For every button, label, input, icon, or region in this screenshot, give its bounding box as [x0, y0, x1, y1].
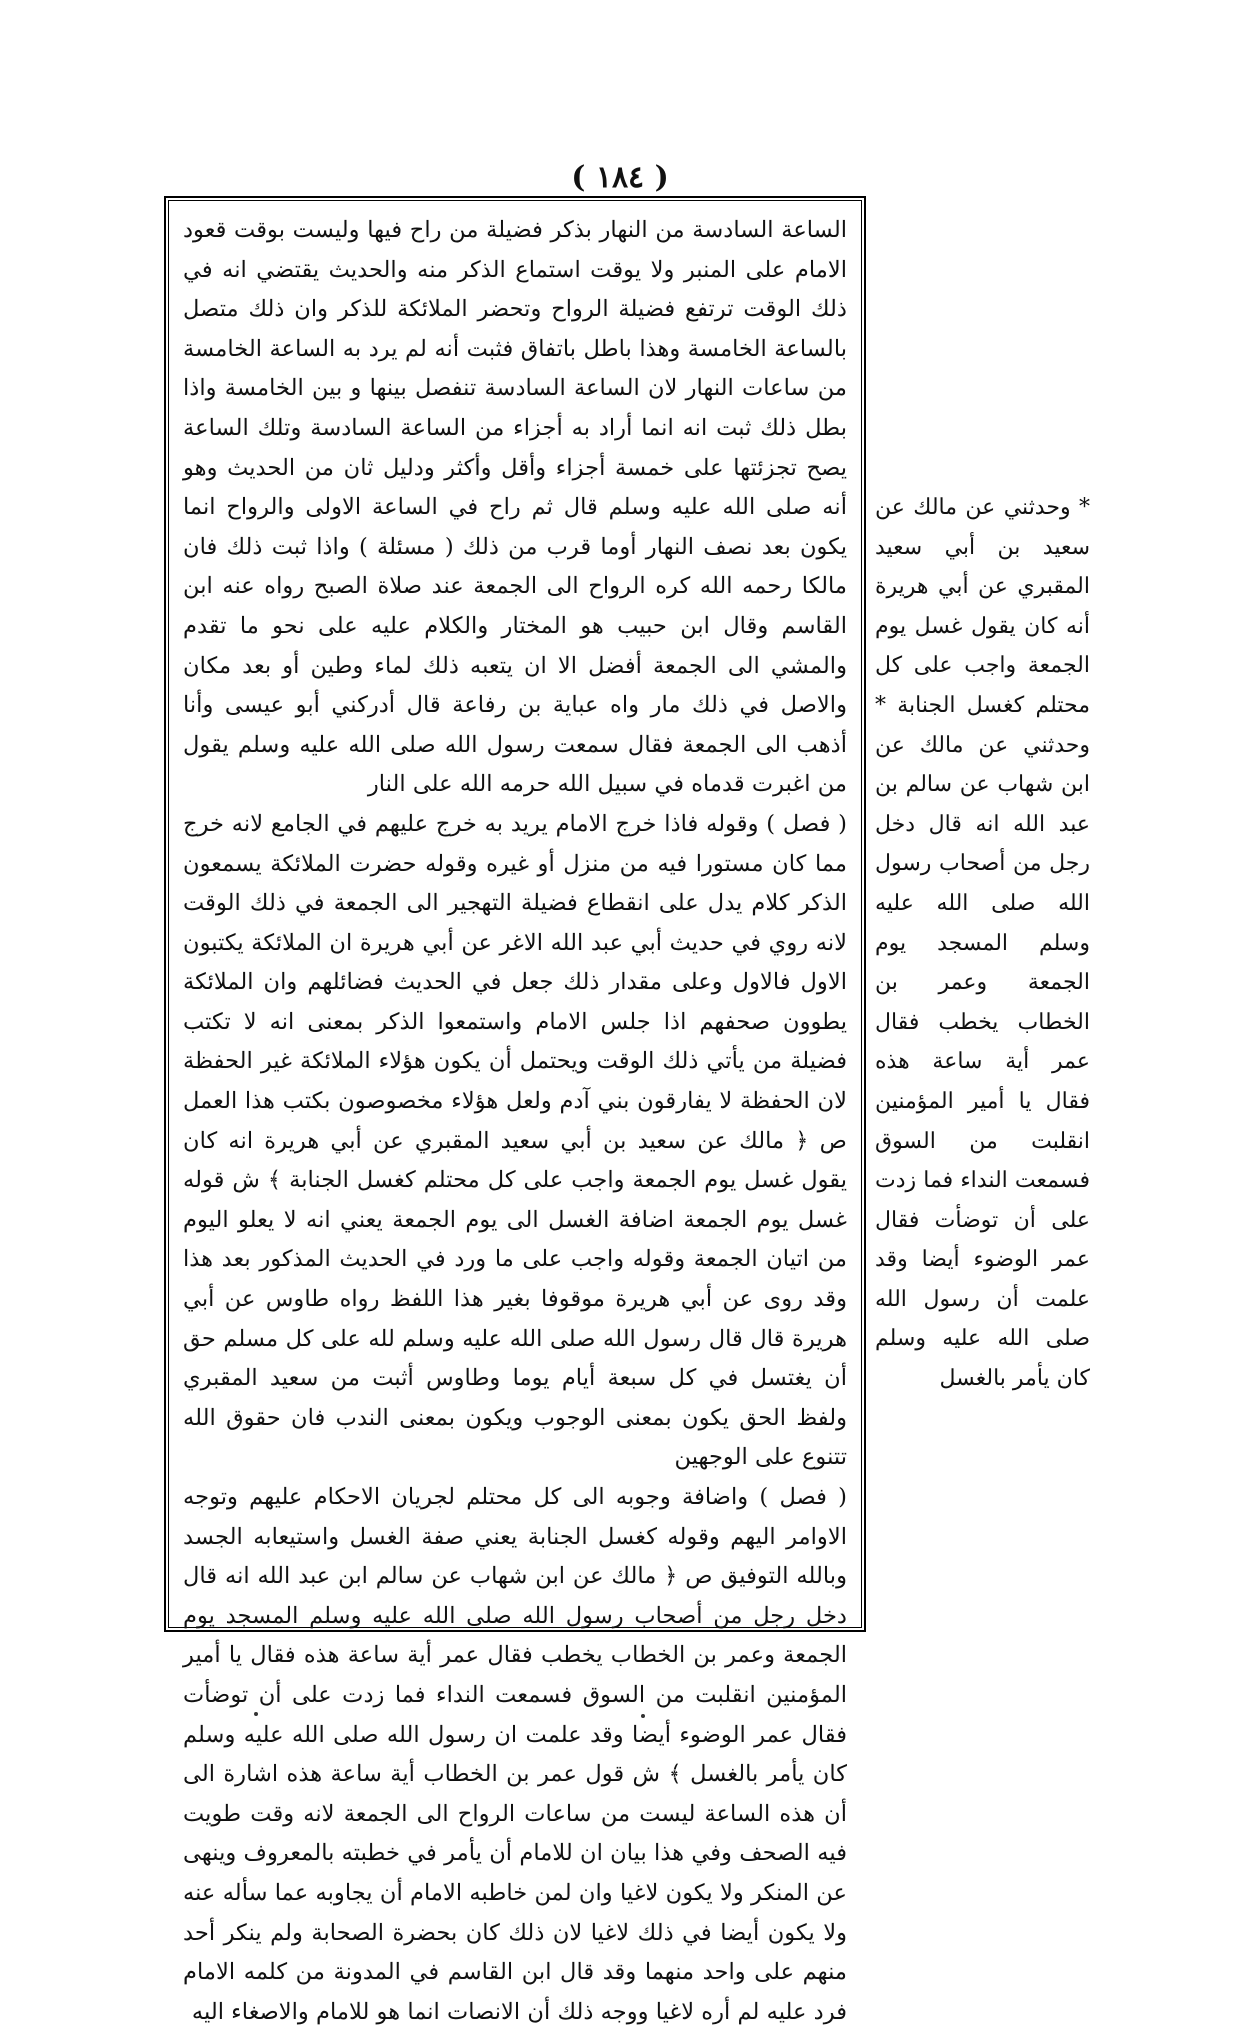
main-text-body — [183, 211, 847, 2025]
scan-speck — [254, 1712, 258, 1716]
main-paragraph: الساعة السادسة من النهار بذكر فضيلة من راح فيها وليست بوقت قعود الامام على المنبر ولا يوقت استماع الذكر منه والحديث يقتضي انه في ذلك الوقت ترتفع فضيلة الرواح وتحضر الملائكة للذكر وان ذلك متصل بالساعة الخامسة وهذا باطل باتفاق فثبت أنه لم يرد به الساعة الخامسة من ساعات النهار لان الساعة السادسة تنفصل بينها و بين الخامسة واذا بطل ذلك ثبت انه انما أراد به أجزاء من الساعة السادسة وتلك الساعة يصح تجزئتها على خمسة أجزاء وأقل وأكثر ودليل ثان من الحديث وهو أنه صلى الله عليه وسلم قال ثم راح في الساعة الاولى والرواح انما يكون بعد نصف النهار أوما قرب من ذلك ( مسئلة ) واذا ثبت ذلك فان مالكا رحمه الله كره الرواح الى الجمعة عند صلاة الصبح رواه عنه ابن القاسم وقال ابن حبيب هو المختار والكلام عليه على نحو ما تقدم والمشي الى الجمعة أفضل الا ان يتعبه ذلك لماء وطين أو بعد مكان والاصل في ذلك مار واه عباية بن رفاعة قال أدركني أبو عيسى وأنا أذهب الى الجمعة فقال سمعت رسول الله صلى الله عليه وسلم يقول من اغبرت قدماه في سبيل الله حرمه الله على النار — [183, 217, 847, 798]
side-text-column — [875, 488, 1090, 1392]
side-text: * وحدثني عن مالك عن سعيد بن أبي سعيد المقبري عن أبي هريرة أنه كان يقول غسل يوم الجمعة واجب على كل محتلم كغسل الجنابة * وحدثني عن مالك عن ابن شهاب عن سالم بن عبد الله انه قال دخل رجل من أصحاب رسول الله صلى الله عليه وسلم المسجد يوم الجمعة وعمر بن الخطاب يخطب فقال عمر أية ساعة هذه فقال يا أمير المؤمنين انقلبت من السوق فسمعت النداء فما زدت على أن توضأت فقال عمر الوضوء أيضا وقد علمت أن رسول الله صلى الله عليه وسلم كان يأمر بالغسل — [875, 495, 1090, 1392]
main-paragraph: ( فصل ) وقوله فاذا خرج الامام يريد به خرج عليهم في الجامع لانه خرج مما كان مستورا فيه من منزل أو غيره وقوله حضرت الملائكة يسمعون الذكر كلام يدل على انقطاع فضيلة التهجير الى الجمعة في ذلك الوقت لانه روي في حديث أبي عبد الله الاغر عن أبي هريرة ان الملائكة يكتبون الاول فالاول وعلى مقدار ذلك جعل في الحديث فضائلهم وان الملائكة يطوون صحفهم اذا جلس الامام واستمعوا الذكر بمعنى انه لا تكتب فضيلة من يأتي ذلك الوقت ويحتمل أن يكون هؤلاء الملائكة غير الحفظة لان الحفظة لا يفارقون بني آدم ولعل هؤلاء مخصوصون بكتب هذا العمل ص ﴿ مالك عن سعيد بن أبي سعيد المقبري عن أبي هريرة انه كان يقول غسل يوم الجمعة واجب على كل محتلم كغسل الجنابة ﴾ ش قوله غسل يوم الجمعة اضافة الغسل الى يوم الجمعة يعني انه لا يعلو اليوم من اتيان الجمعة وقوله واجب على ما ورد في الحديث المذكور بعد هذا وقد روى عن أبي هريرة موقوفا بغير هذا اللفظ رواه طاوس عن أبي هريرة قال قال رسول الله صلى الله عليه وسلم لله على كل مسلم حق أن يغتسل في كل سبعة أيام يوما وطاوس أثبت من سعيد المقبري ولفظ الحق يكون بمعنى الوجوب ويكون بمعنى الندب فان حقوق الله تتنوع على الوجهين — [183, 810, 847, 1471]
scan-speck — [641, 1714, 645, 1718]
page-number: ( ١٨٤ ) — [571, 160, 669, 195]
main-paragraph: ( فصل ) واضافة وجوبه الى كل محتلم لجريان الاحكام عليهم وتوجه الاوامر اليهم وقوله كغسل الجنابة يعني صفة الغسل واستيعابه الجسد وبالله التوفيق ص ﴿ مالك عن ابن شهاب عن سالم ابن عبد الله انه قال دخل رجل من أصحاب رسول الله صلى الله عليه وسلم المسجد يوم الجمعة وعمر بن الخطاب يخطب فقال عمر أية ساعة هذه فقال يا أمير المؤمنين انقلبت من السوق فسمعت النداء فما زدت على أن توضأت فقال عمر الوضوء أيضا وقد علمت ان رسول الله صلى الله عليه وسلم كان يأمر بالغسل ﴾ ش قول عمر بن الخطاب أية ساعة هذه اشارة الى أن هذه الساعة ليست من ساعات الرواح الى الجمعة لانه وقت طويت فيه الصحف وفي هذا بيان ان للامام أن يأمر في خطبته بالمعروف وينهى عن المنكر ولا يكون لاغيا وان لمن خاطبه الامام أن يجاوبه عما سأله عنه ولا يكون أيضا في ذلك لاغيا لان ذلك كان بحضرة الصحابة ولم ينكر أحد منهم على واحد منهما وقد قال ابن القاسم في المدونة من كلمه الامام فرد عليه لم أره لاغيا ووجه ذلك أن الانصات انما هو للامام والاصغاء اليه — [183, 1484, 847, 2025]
main-text-frame — [165, 197, 865, 2025]
